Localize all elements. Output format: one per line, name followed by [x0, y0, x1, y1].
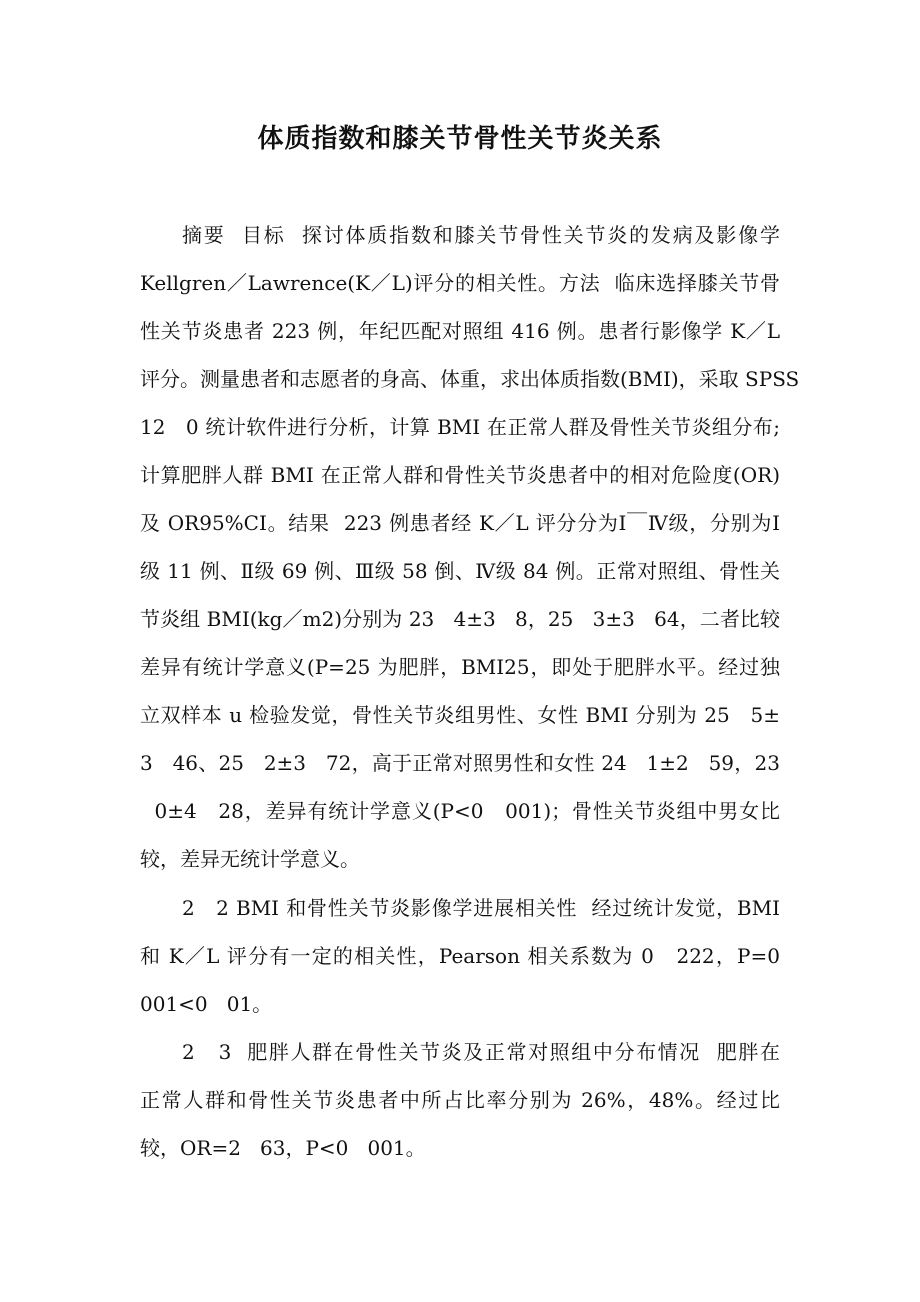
text-line: 12 0 统计软件进行分析，计算 BMI 在正常人群及骨性关节炎组分布;: [140, 415, 780, 439]
text-line: Kellgren／Lawrence(K／L)评分的相关性。方法 临床选择膝关节骨: [140, 271, 780, 295]
text-line: 差异有统计学意义(P=25 为肥胖，BMI25，即处于肥胖水平。经过独: [140, 655, 780, 679]
text-line: 正常人群和骨性关节炎患者中所占比率分别为 26%，48%。经过比: [140, 1088, 780, 1112]
text-line: 3 46、25 2±3 72，高于正常对照男性和女性 24 1±2 59，23: [140, 751, 780, 775]
text-line: 2 3 肥胖人群在骨性关节炎及正常对照组中分布情况 肥胖在: [182, 1040, 780, 1064]
text-line: 较，差异无统计学意义。: [140, 847, 360, 871]
text-line: 节炎组 BMI(kg／m2)分别为 23 4±3 8，25 3±3 64，二者比较: [140, 607, 780, 631]
text-line: 立双样本 u 检验发觉，骨性关节炎组男性、女性 BMI 分别为 25 5±: [140, 703, 780, 727]
text-line: 级 11 例、Ⅱ级 69 例、Ⅲ级 58 倒、Ⅳ级 84 例。正常对照组、骨性关: [140, 559, 780, 583]
text-line: 性关节炎患者 223 例，年纪匹配对照组 416 例。患者行影像学 K／L: [140, 319, 780, 343]
section-2-3-paragraph: [140, 1028, 780, 1172]
section-2-2-paragraph: [140, 884, 780, 1028]
text-line: 摘要 目标 探讨体质指数和膝关节骨性关节炎的发病及影像学: [182, 223, 780, 247]
text-line: 及 OR95%CI。结果 223 例患者经 K／L 评分分为Ⅰ￣Ⅳ级，分别为Ⅰ: [140, 511, 780, 535]
abstract-paragraph: [140, 211, 800, 883]
text-line: 评分。测量患者和志愿者的身高、体重，求出体质指数(BMI)，采取 SPSS: [140, 367, 800, 391]
document-title: 体质指数和膝关节骨性关节炎关系: [257, 124, 663, 154]
text-line: 和 K／L 评分有一定的相关性，Pearson 相关系数为 0 222，P=0: [140, 944, 780, 968]
text-line: 0±4 28，差异有统计学意义(P<0 001)；骨性关节炎组中男女比: [140, 799, 780, 823]
text-line: 001<0 01。: [140, 992, 273, 1016]
text-line: 2 2 BMI 和骨性关节炎影像学进展相关性 经过统计发觉，BMI: [182, 896, 780, 920]
text-line: 较，OR=2 63，P<0 001。: [140, 1136, 426, 1160]
text-line: 计算肥胖人群 BMI 在正常人群和骨性关节炎患者中的相对危险度(OR): [140, 463, 780, 487]
